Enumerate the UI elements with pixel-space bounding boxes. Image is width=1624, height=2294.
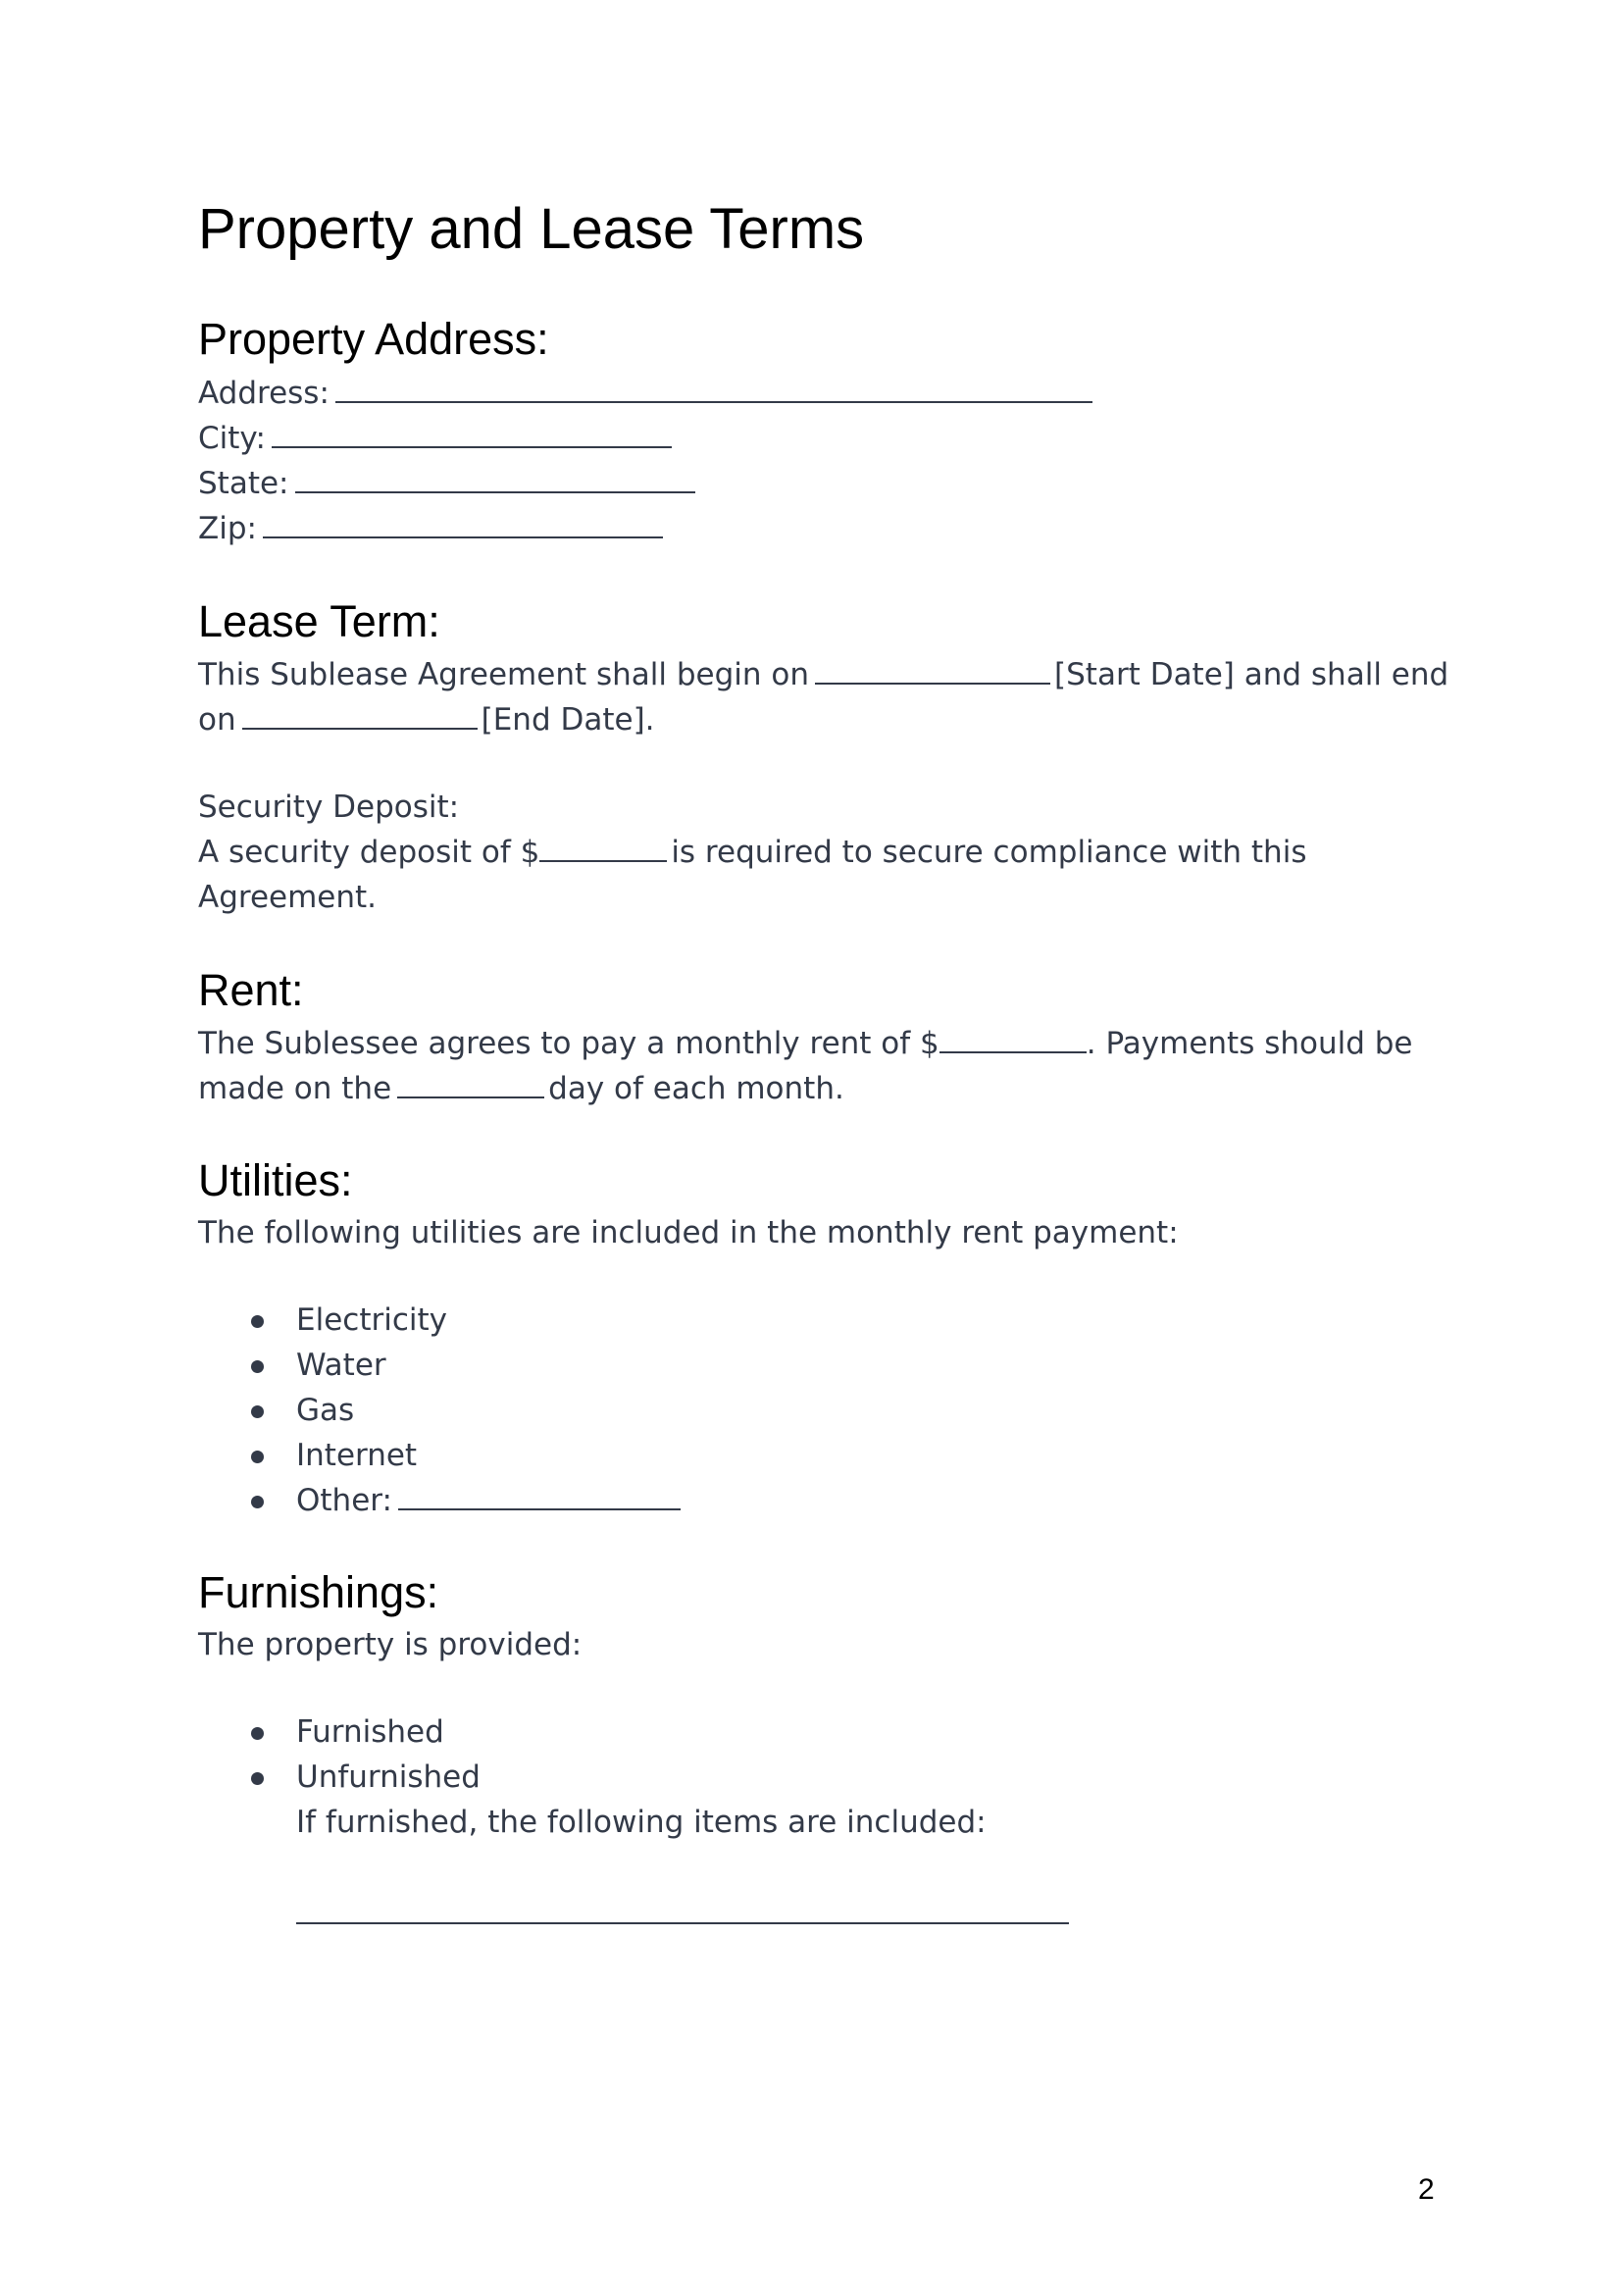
- utility-item-other: [296, 1478, 685, 1523]
- city-label: City:: [198, 421, 266, 456]
- state-blank[interactable]: [295, 462, 695, 493]
- page-number: 2: [1418, 2173, 1435, 2206]
- lease-term-text: [Start Date] and shall end: [1054, 657, 1449, 692]
- city-blank[interactable]: [272, 417, 672, 448]
- furnishing-item-furnished: Furnished: [296, 1714, 444, 1750]
- utilities-intro: The following utilities are included in the monthly rent payment:: [198, 1215, 1179, 1250]
- furnishings-intro: The property is provided:: [198, 1627, 583, 1662]
- lease-term-text: This Sublease Agreement shall begin on: [198, 657, 810, 692]
- bullet-icon: [251, 1451, 264, 1463]
- bullet-icon: [251, 1315, 264, 1328]
- security-deposit-text: is required to secure compliance with this: [671, 835, 1307, 870]
- utility-other-label: Other:: [296, 1483, 392, 1518]
- rent-line-1: [198, 1021, 1413, 1066]
- lease-term-heading: Lease Term:: [198, 596, 440, 646]
- address-blank[interactable]: [335, 372, 1092, 403]
- utility-item-electricity: Electricity: [296, 1302, 447, 1338]
- rent-text: . Payments should be: [1086, 1026, 1413, 1061]
- state-label: State:: [198, 466, 289, 501]
- address-line: [198, 371, 1096, 416]
- utility-item-water: Water: [296, 1348, 386, 1383]
- address-label: Address:: [198, 376, 330, 411]
- security-deposit-line-2: Agreement.: [198, 880, 378, 915]
- city-line: [198, 416, 676, 461]
- bullet-icon: [251, 1496, 264, 1508]
- utility-item-gas: Gas: [296, 1393, 355, 1428]
- lease-term-line-2: [198, 697, 655, 742]
- rent-text: day of each month.: [548, 1071, 844, 1106]
- bullet-icon: [251, 1360, 264, 1373]
- furnishings-heading: Furnishings:: [198, 1567, 439, 1617]
- utility-other-blank[interactable]: [398, 1479, 681, 1510]
- security-deposit-blank[interactable]: [539, 831, 667, 862]
- furnishing-item-unfurnished: Unfurnished: [296, 1759, 481, 1795]
- payment-day-blank[interactable]: [397, 1067, 544, 1098]
- bullet-icon: [251, 1772, 264, 1785]
- end-date-blank[interactable]: [242, 698, 478, 730]
- property-address-heading: Property Address:: [198, 314, 549, 364]
- utility-item-internet: Internet: [296, 1438, 418, 1473]
- start-date-blank[interactable]: [815, 653, 1050, 685]
- furnished-items-blank[interactable]: [296, 1922, 1069, 1924]
- zip-line: [198, 506, 667, 551]
- lease-term-text: on: [198, 702, 236, 738]
- security-deposit-line-1: [198, 830, 1306, 875]
- zip-label: Zip:: [198, 511, 257, 546]
- page-title: Property and Lease Terms: [198, 197, 865, 261]
- rent-text: made on the: [198, 1071, 392, 1106]
- security-deposit-label: Security Deposit:: [198, 790, 460, 825]
- bullet-icon: [251, 1727, 264, 1740]
- monthly-rent-blank[interactable]: [939, 1022, 1087, 1053]
- state-line: [198, 461, 699, 506]
- utilities-heading: Utilities:: [198, 1155, 353, 1205]
- zip-blank[interactable]: [263, 507, 663, 538]
- lease-term-text: [End Date].: [481, 702, 655, 738]
- bullet-icon: [251, 1405, 264, 1418]
- furnished-items-note: If furnished, the following items are included:: [296, 1805, 987, 1840]
- rent-text: The Sublessee agrees to pay a monthly rent of $: [198, 1026, 939, 1061]
- lease-term-line-1: [198, 652, 1448, 697]
- rent-heading: Rent:: [198, 965, 304, 1015]
- rent-line-2: [198, 1066, 844, 1111]
- security-deposit-text: A security deposit of $: [198, 835, 540, 870]
